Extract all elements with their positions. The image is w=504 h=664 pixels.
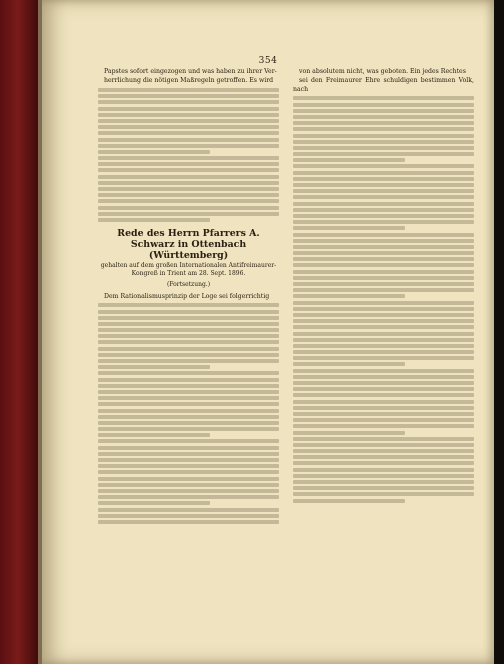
unreadable-text-line xyxy=(293,437,474,441)
unreadable-text-line xyxy=(98,470,279,474)
unreadable-text-line xyxy=(293,251,474,255)
unreadable-text-line xyxy=(293,468,474,472)
unreadable-text-line xyxy=(293,239,474,243)
unreadable-text-line xyxy=(293,183,474,187)
unreadable-text-line xyxy=(98,187,279,191)
unreadable-text-line xyxy=(98,446,279,450)
unreadable-text-line xyxy=(293,189,474,193)
unreadable-text-line xyxy=(293,338,474,342)
unreadable-text-line xyxy=(98,378,279,382)
unreadable-text-line xyxy=(293,158,405,162)
unreadable-text-line xyxy=(98,162,279,166)
unreadable-text-line xyxy=(293,134,474,138)
unreadable-text-line xyxy=(293,356,474,360)
left-column xyxy=(98,68,279,658)
unreadable-text-line xyxy=(98,464,279,468)
unreadable-text-line xyxy=(293,486,474,490)
unreadable-text-line xyxy=(293,127,474,131)
unreadable-text-line xyxy=(293,400,474,404)
unreadable-text-line xyxy=(98,218,210,222)
unreadable-text-line xyxy=(293,164,474,168)
unreadable-text-line xyxy=(293,393,474,397)
unreadable-text-line xyxy=(98,421,279,425)
unreadable-text-line xyxy=(293,375,474,379)
unreadable-text-line xyxy=(98,384,279,388)
unreadable-text-line xyxy=(293,492,474,496)
unreadable-text-line xyxy=(98,107,279,111)
unreadable-text-line xyxy=(293,294,405,298)
unreadable-text-line xyxy=(98,439,279,443)
unreadable-text-line xyxy=(293,263,474,267)
unreadable-text-line xyxy=(293,455,474,459)
paragraph: sei den Freimaurer Ehre schuldigen bestimmen Volk, nach xyxy=(293,77,474,93)
unreadable-text-line xyxy=(293,325,474,329)
unreadable-text-line xyxy=(293,121,474,125)
unreadable-text-line xyxy=(293,406,474,410)
unreadable-text-line xyxy=(293,226,405,230)
unreadable-text-line xyxy=(293,474,474,478)
unreadable-text-line xyxy=(293,344,474,348)
unreadable-text-line xyxy=(98,206,279,210)
unreadable-text-line xyxy=(293,146,474,150)
unreadable-text-line xyxy=(98,328,279,332)
unreadable-text-line xyxy=(98,433,210,437)
section-heading: Rede des Herrn Pfarrers A. Schwarz in Ottenbach (Württemberg) xyxy=(117,227,260,261)
unreadable-text-line xyxy=(293,350,474,354)
unreadable-text-line xyxy=(98,483,279,487)
unreadable-text-line xyxy=(98,371,279,375)
unreadable-text-line xyxy=(293,499,405,503)
unreadable-text-line xyxy=(293,449,474,453)
unreadable-text-line xyxy=(98,452,279,456)
unreadable-text-line xyxy=(98,514,279,518)
unreadable-text-line xyxy=(98,310,279,314)
unreadable-text-line xyxy=(293,140,474,144)
unreadable-text-line xyxy=(98,113,279,117)
unreadable-text-line xyxy=(293,109,474,113)
unreadable-text-line xyxy=(293,313,474,317)
unreadable-text-line xyxy=(98,489,279,493)
unreadable-text-line xyxy=(293,461,474,465)
unreadable-text-line xyxy=(98,94,279,98)
unreadable-text-line xyxy=(293,103,474,107)
unreadable-text-line xyxy=(98,100,279,104)
unreadable-text-line xyxy=(98,88,279,92)
unreadable-text-line xyxy=(98,477,279,481)
unreadable-text-line xyxy=(98,340,279,344)
unreadable-text-line xyxy=(98,119,279,123)
unreadable-text-line xyxy=(98,365,210,369)
page-shadow xyxy=(494,0,504,664)
unreadable-text-line xyxy=(293,257,474,261)
unreadable-text-line xyxy=(293,424,474,428)
unreadable-text-line xyxy=(293,220,474,224)
unreadable-text-line xyxy=(293,319,474,323)
unreadable-text-line xyxy=(293,171,474,175)
unreadable-text-line xyxy=(98,144,279,148)
unreadable-text-line xyxy=(293,208,474,212)
unreadable-text-line xyxy=(293,177,474,181)
unreadable-text-line xyxy=(293,431,405,435)
continuation-note: (Fortsetzung.) xyxy=(166,281,211,289)
unreadable-text-line xyxy=(98,168,279,172)
book-spine xyxy=(0,0,40,664)
unreadable-text-line xyxy=(98,125,279,129)
unreadable-text-line xyxy=(98,495,279,499)
unreadable-text-line xyxy=(293,202,474,206)
unreadable-text-line xyxy=(293,418,474,422)
unreadable-text-line xyxy=(98,396,279,400)
section-subheading: gehalten auf dem großen Internationalen Antifreimaurer-Kongreß in Trient am 28. Sept. 1896. xyxy=(100,261,277,277)
unreadable-text-line xyxy=(98,175,279,179)
right-column xyxy=(293,68,474,658)
unreadable-text-line xyxy=(293,443,474,447)
unreadable-text-line xyxy=(98,427,279,431)
unreadable-text-line xyxy=(293,152,474,156)
unreadable-text-line xyxy=(98,322,279,326)
unreadable-text-line xyxy=(293,301,474,305)
unreadable-text-line xyxy=(293,412,474,416)
unreadable-text-line xyxy=(293,214,474,218)
paragraph: von absolutem nicht, was geboten. Ein jedes Rechtes xyxy=(299,68,466,75)
unreadable-text-line xyxy=(98,347,279,351)
unreadable-text-line xyxy=(293,270,474,274)
unreadable-text-line xyxy=(293,276,474,280)
document-page xyxy=(42,0,494,664)
unreadable-text-line xyxy=(293,96,474,100)
unreadable-text-line xyxy=(98,131,279,135)
unreadable-text-line xyxy=(98,334,279,338)
paragraph: herrlichung die nötigen Maßregeln getroffen. Es wird xyxy=(104,77,274,85)
unreadable-text-line xyxy=(98,409,279,413)
unreadable-text-line xyxy=(98,156,279,160)
text-columns xyxy=(98,68,474,658)
unreadable-text-line xyxy=(293,307,474,311)
unreadable-text-line xyxy=(293,381,474,385)
unreadable-text-line xyxy=(293,369,474,373)
unreadable-text-line xyxy=(98,193,279,197)
unreadable-text-line xyxy=(98,303,279,307)
unreadable-text-line xyxy=(98,390,279,394)
paragraph: Dem Rationalismusprinzip der Loge sei folgerrichtig xyxy=(104,292,270,300)
unreadable-text-line xyxy=(98,402,279,406)
unreadable-text-line xyxy=(98,508,279,512)
unreadable-text-line xyxy=(98,316,279,320)
unreadable-text-line xyxy=(293,245,474,249)
page-number: 354 xyxy=(258,56,278,66)
unreadable-text-line xyxy=(293,332,474,336)
unreadable-text-line xyxy=(98,501,210,505)
unreadable-text-line xyxy=(293,282,474,286)
unreadable-text-line xyxy=(293,288,474,292)
paragraph: Papstes sofort eingezogen und was haben zu ihrer Ver- xyxy=(104,68,277,75)
unreadable-text-line xyxy=(293,115,474,119)
unreadable-text-line xyxy=(293,195,474,199)
unreadable-text-line xyxy=(293,387,474,391)
unreadable-text-line xyxy=(293,480,474,484)
unreadable-text-line xyxy=(98,150,210,154)
unreadable-text-line xyxy=(98,181,279,185)
unreadable-text-line xyxy=(98,138,279,142)
unreadable-text-line xyxy=(293,362,405,366)
unreadable-text-line xyxy=(98,359,279,363)
unreadable-text-line xyxy=(98,415,279,419)
unreadable-text-line xyxy=(98,458,279,462)
unreadable-text-line xyxy=(98,212,279,216)
unreadable-text-line xyxy=(98,353,279,357)
unreadable-text-line xyxy=(293,233,474,237)
unreadable-text-line xyxy=(98,199,279,203)
unreadable-text-line xyxy=(98,520,279,524)
